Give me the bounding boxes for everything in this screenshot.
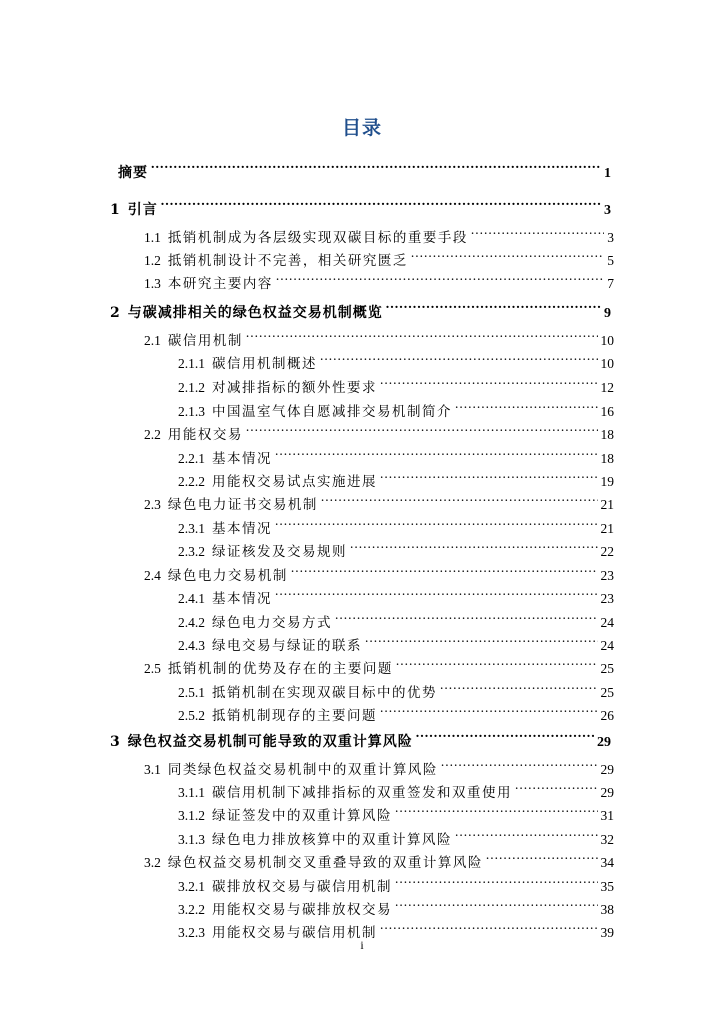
toc-entry-number: 3.2.2	[178, 902, 205, 917]
toc-entry-number: 2.4.2	[178, 615, 205, 630]
toc-leader-dots	[275, 509, 598, 533]
toc-entry[interactable]	[144, 556, 614, 584]
toc-leader-dots	[441, 750, 598, 774]
toc-entry-page: 18	[600, 427, 614, 442]
toc-entry-text: 用能权交易试点实施进展	[212, 474, 377, 490]
toc-entry[interactable]	[110, 293, 611, 321]
toc-entry[interactable]	[110, 722, 611, 750]
toc-entry-text: 碳信用机制	[167, 333, 243, 349]
toc-entry-number: 1.3	[144, 276, 161, 291]
toc-entry-text: 碳信用机制下减排指标的双重签发和双重使用	[212, 785, 512, 801]
toc-entry-page: 9	[604, 306, 611, 321]
toc-entry[interactable]	[144, 321, 614, 349]
toc-entry-page: 29	[600, 785, 614, 800]
toc-entry-text: 绿电交易与绿证的联系	[212, 638, 362, 654]
toc-entry[interactable]	[178, 773, 614, 801]
toc-entry-number: 1	[110, 202, 120, 218]
toc-leader-dots	[320, 344, 598, 368]
toc-entry-page: 23	[600, 591, 614, 606]
toc-entry-page: 12	[600, 380, 614, 395]
toc-entry-page: 21	[600, 497, 614, 512]
toc-entry[interactable]	[178, 368, 614, 396]
toc-entry[interactable]	[144, 241, 614, 269]
toc-entry-text: 抵销机制成为各层级实现双碳目标的重要手段	[167, 230, 468, 246]
toc-entry[interactable]	[178, 696, 614, 724]
toc-entry-page: 19	[600, 474, 614, 489]
toc-entry[interactable]	[144, 485, 614, 513]
toc-entry-number: 2.5.1	[178, 685, 205, 700]
toc-leader-dots	[395, 796, 598, 820]
toc-entry-text: 绿证核发及交易规则	[212, 544, 347, 560]
toc-leader-dots	[380, 696, 598, 720]
toc-entry[interactable]	[178, 890, 614, 918]
toc-entry[interactable]	[178, 867, 614, 895]
toc-entry-page: 7	[607, 276, 614, 291]
toc-entry-number: 3	[110, 734, 120, 750]
toc-entry-text: 与碳减排相关的绿色权益交易机制概览	[127, 305, 383, 321]
toc-entry-number: 1.2	[144, 253, 161, 268]
toc-leader-dots	[471, 218, 604, 242]
toc-entry[interactable]	[144, 750, 614, 778]
toc-leader-dots	[246, 321, 598, 345]
toc-entry-text: 碳信用机制概述	[212, 356, 317, 372]
toc-leader-dots	[151, 153, 601, 177]
toc-entry-number: 3.1	[144, 762, 161, 777]
toc-entry[interactable]	[144, 649, 614, 677]
toc-entry-page: 38	[600, 902, 614, 917]
toc-entry-number: 2.1.2	[178, 380, 205, 395]
toc-leader-dots	[416, 722, 594, 746]
toc-entry-text: 抵销机制在实现双碳目标中的优势	[212, 685, 437, 701]
toc-entry-page: 1	[604, 166, 611, 181]
toc-entry-text: 本研究主要内容	[167, 276, 273, 292]
toc-leader-dots	[440, 673, 598, 697]
toc-leader-dots	[395, 890, 598, 914]
toc-entry-page: 16	[600, 404, 614, 419]
toc-leader-dots	[515, 773, 598, 797]
toc-entry-text: 抵销机制的优势及存在的主要问题	[167, 661, 393, 677]
toc-leader-dots	[486, 843, 598, 867]
toc-entry[interactable]	[144, 415, 614, 443]
toc-leader-dots	[275, 439, 598, 463]
toc-entry-text: 用能权交易	[167, 427, 243, 443]
toc-entry[interactable]	[110, 190, 611, 218]
toc-entry-text: 基本情况	[212, 451, 272, 467]
toc-entry-number: 2.3.2	[178, 544, 205, 559]
toc-entry-page: 29	[597, 735, 611, 750]
toc-entry-page: 25	[600, 685, 614, 700]
toc-entry[interactable]	[178, 796, 614, 824]
toc-entry-page: 10	[600, 333, 614, 348]
page-number-footer: i	[360, 938, 364, 952]
toc-entry-number: 3.2	[144, 855, 161, 870]
toc-entry-page: 5	[607, 253, 614, 268]
toc-entry[interactable]	[178, 509, 614, 537]
toc-entry-number: 2.5.2	[178, 708, 205, 723]
toc-entry-number: 3.1.3	[178, 832, 205, 847]
toc-entry-text: 抵销机制现存的主要问题	[212, 708, 377, 724]
toc-entry-page: 31	[600, 808, 614, 823]
toc-entry[interactable]	[144, 218, 614, 246]
toc-entry-number: 2.1	[144, 333, 161, 348]
toc-entry[interactable]	[178, 603, 614, 631]
toc-entry-number: 3.1.2	[178, 808, 205, 823]
toc-entry-text: 抵销机制设计不完善，相关研究匮乏	[167, 253, 408, 269]
toc-entry[interactable]	[178, 820, 614, 848]
toc-entry-text: 引言	[127, 202, 158, 218]
toc-entry-number: 2.4	[144, 568, 161, 583]
toc-leader-dots	[335, 603, 598, 627]
toc-entry-page: 35	[600, 879, 614, 894]
toc-entry-text: 绿证签发中的双重计算风险	[212, 808, 392, 824]
toc-leader-dots	[455, 820, 598, 844]
toc-entry-number: 3.2.1	[178, 879, 205, 894]
toc-leader-dots	[365, 626, 598, 650]
toc-entry-page: 22	[600, 544, 614, 559]
toc-entry-text: 用能权交易与碳信用机制	[212, 925, 377, 941]
toc-entry-text: 绿色电力交易机制	[167, 568, 288, 584]
toc-entry[interactable]	[178, 532, 614, 560]
toc-entry-number: 2.3.1	[178, 521, 205, 536]
toc-entry-text: 基本情况	[212, 591, 272, 607]
toc-entry-number: 2.2.2	[178, 474, 205, 489]
toc-entry-text: 基本情况	[212, 521, 272, 537]
toc-entry-page: 3	[604, 203, 611, 218]
toc-leader-dots	[276, 264, 604, 288]
toc-entry[interactable]	[144, 264, 614, 292]
toc-leader-dots	[396, 649, 598, 673]
toc-entry-text: 碳排放权交易与碳信用机制	[212, 879, 392, 895]
toc-entry-text: 绿色电力证书交易机制	[167, 497, 318, 513]
toc-entry[interactable]	[110, 153, 611, 181]
toc-entry[interactable]	[178, 579, 614, 607]
toc-entry-page: 3	[607, 230, 614, 245]
toc-entry[interactable]	[178, 913, 614, 941]
toc-entry-number: 1.1	[144, 230, 161, 245]
toc-entry-number: 2.4.1	[178, 591, 205, 606]
toc-leader-dots	[380, 462, 598, 486]
toc-leader-dots	[321, 485, 598, 509]
toc-entry[interactable]	[178, 462, 614, 490]
toc-entry[interactable]	[144, 843, 614, 871]
toc-entry-text: 同类绿色权益交易机制中的双重计算风险	[167, 762, 438, 778]
toc-entry-page: 10	[600, 356, 614, 371]
toc-entry[interactable]	[178, 626, 614, 654]
toc-entry-text: 绿色电力交易方式	[212, 615, 332, 631]
toc-title: 目录	[341, 117, 382, 139]
toc-entry-number: 2	[110, 305, 120, 321]
toc-entry-page: 24	[600, 638, 614, 653]
toc-entry-number: 2.3	[144, 497, 161, 512]
toc-entry-page: 24	[600, 615, 614, 630]
toc-entry-text: 绿色电力排放核算中的双重计算风险	[212, 832, 452, 848]
toc-entry-number: 2.4.3	[178, 638, 205, 653]
toc-leader-dots	[411, 241, 604, 265]
toc-entry-page: 34	[600, 855, 614, 870]
toc-entry-page: 29	[600, 762, 614, 777]
toc-entry[interactable]	[178, 673, 614, 701]
toc-leader-dots	[275, 579, 598, 603]
toc-entry-number: 2.2	[144, 427, 161, 442]
toc-entry-number: 2.2.1	[178, 451, 205, 466]
toc-entry-page: 32	[600, 832, 614, 847]
toc-entry-page: 26	[600, 708, 614, 723]
toc-entry-number: 2.5	[144, 661, 161, 676]
toc-entry-text: 中国温室气体自愿减排交易机制简介	[212, 404, 452, 420]
toc-leader-dots	[380, 368, 598, 392]
toc-leader-dots	[246, 415, 598, 439]
toc-entry-text: 绿色权益交易机制交叉重叠导致的双重计算风险	[167, 855, 483, 871]
toc-leader-dots	[395, 867, 598, 891]
toc-leader-dots	[291, 556, 598, 580]
toc-entry[interactable]	[178, 439, 614, 467]
toc-leader-dots	[386, 293, 601, 317]
toc-leader-dots	[380, 913, 598, 937]
toc-leader-dots	[455, 392, 598, 416]
toc-entry[interactable]	[178, 392, 614, 420]
toc-entry[interactable]	[178, 344, 614, 372]
toc-leader-dots	[350, 532, 598, 556]
toc-entry-page: 21	[600, 521, 614, 536]
toc-entry-text: 摘要	[118, 165, 148, 181]
toc-entry-text: 绿色权益交易机制可能导致的双重计算风险	[127, 734, 413, 750]
toc-entry-page: 25	[600, 661, 614, 676]
toc-entry-text: 用能权交易与碳排放权交易	[212, 902, 392, 918]
toc-entry-text: 对减排指标的额外性要求	[212, 380, 377, 396]
toc-entry-number: 3.2.3	[178, 925, 205, 940]
toc-entry-number: 2.1.3	[178, 404, 205, 419]
toc-leader-dots	[161, 190, 601, 214]
toc-entry-page: 23	[600, 568, 614, 583]
toc-entry-number: 3.1.1	[178, 785, 205, 800]
toc-entry-number: 2.1.1	[178, 356, 205, 371]
toc-entry-page: 18	[600, 451, 614, 466]
toc-entry-page: 39	[600, 925, 614, 940]
